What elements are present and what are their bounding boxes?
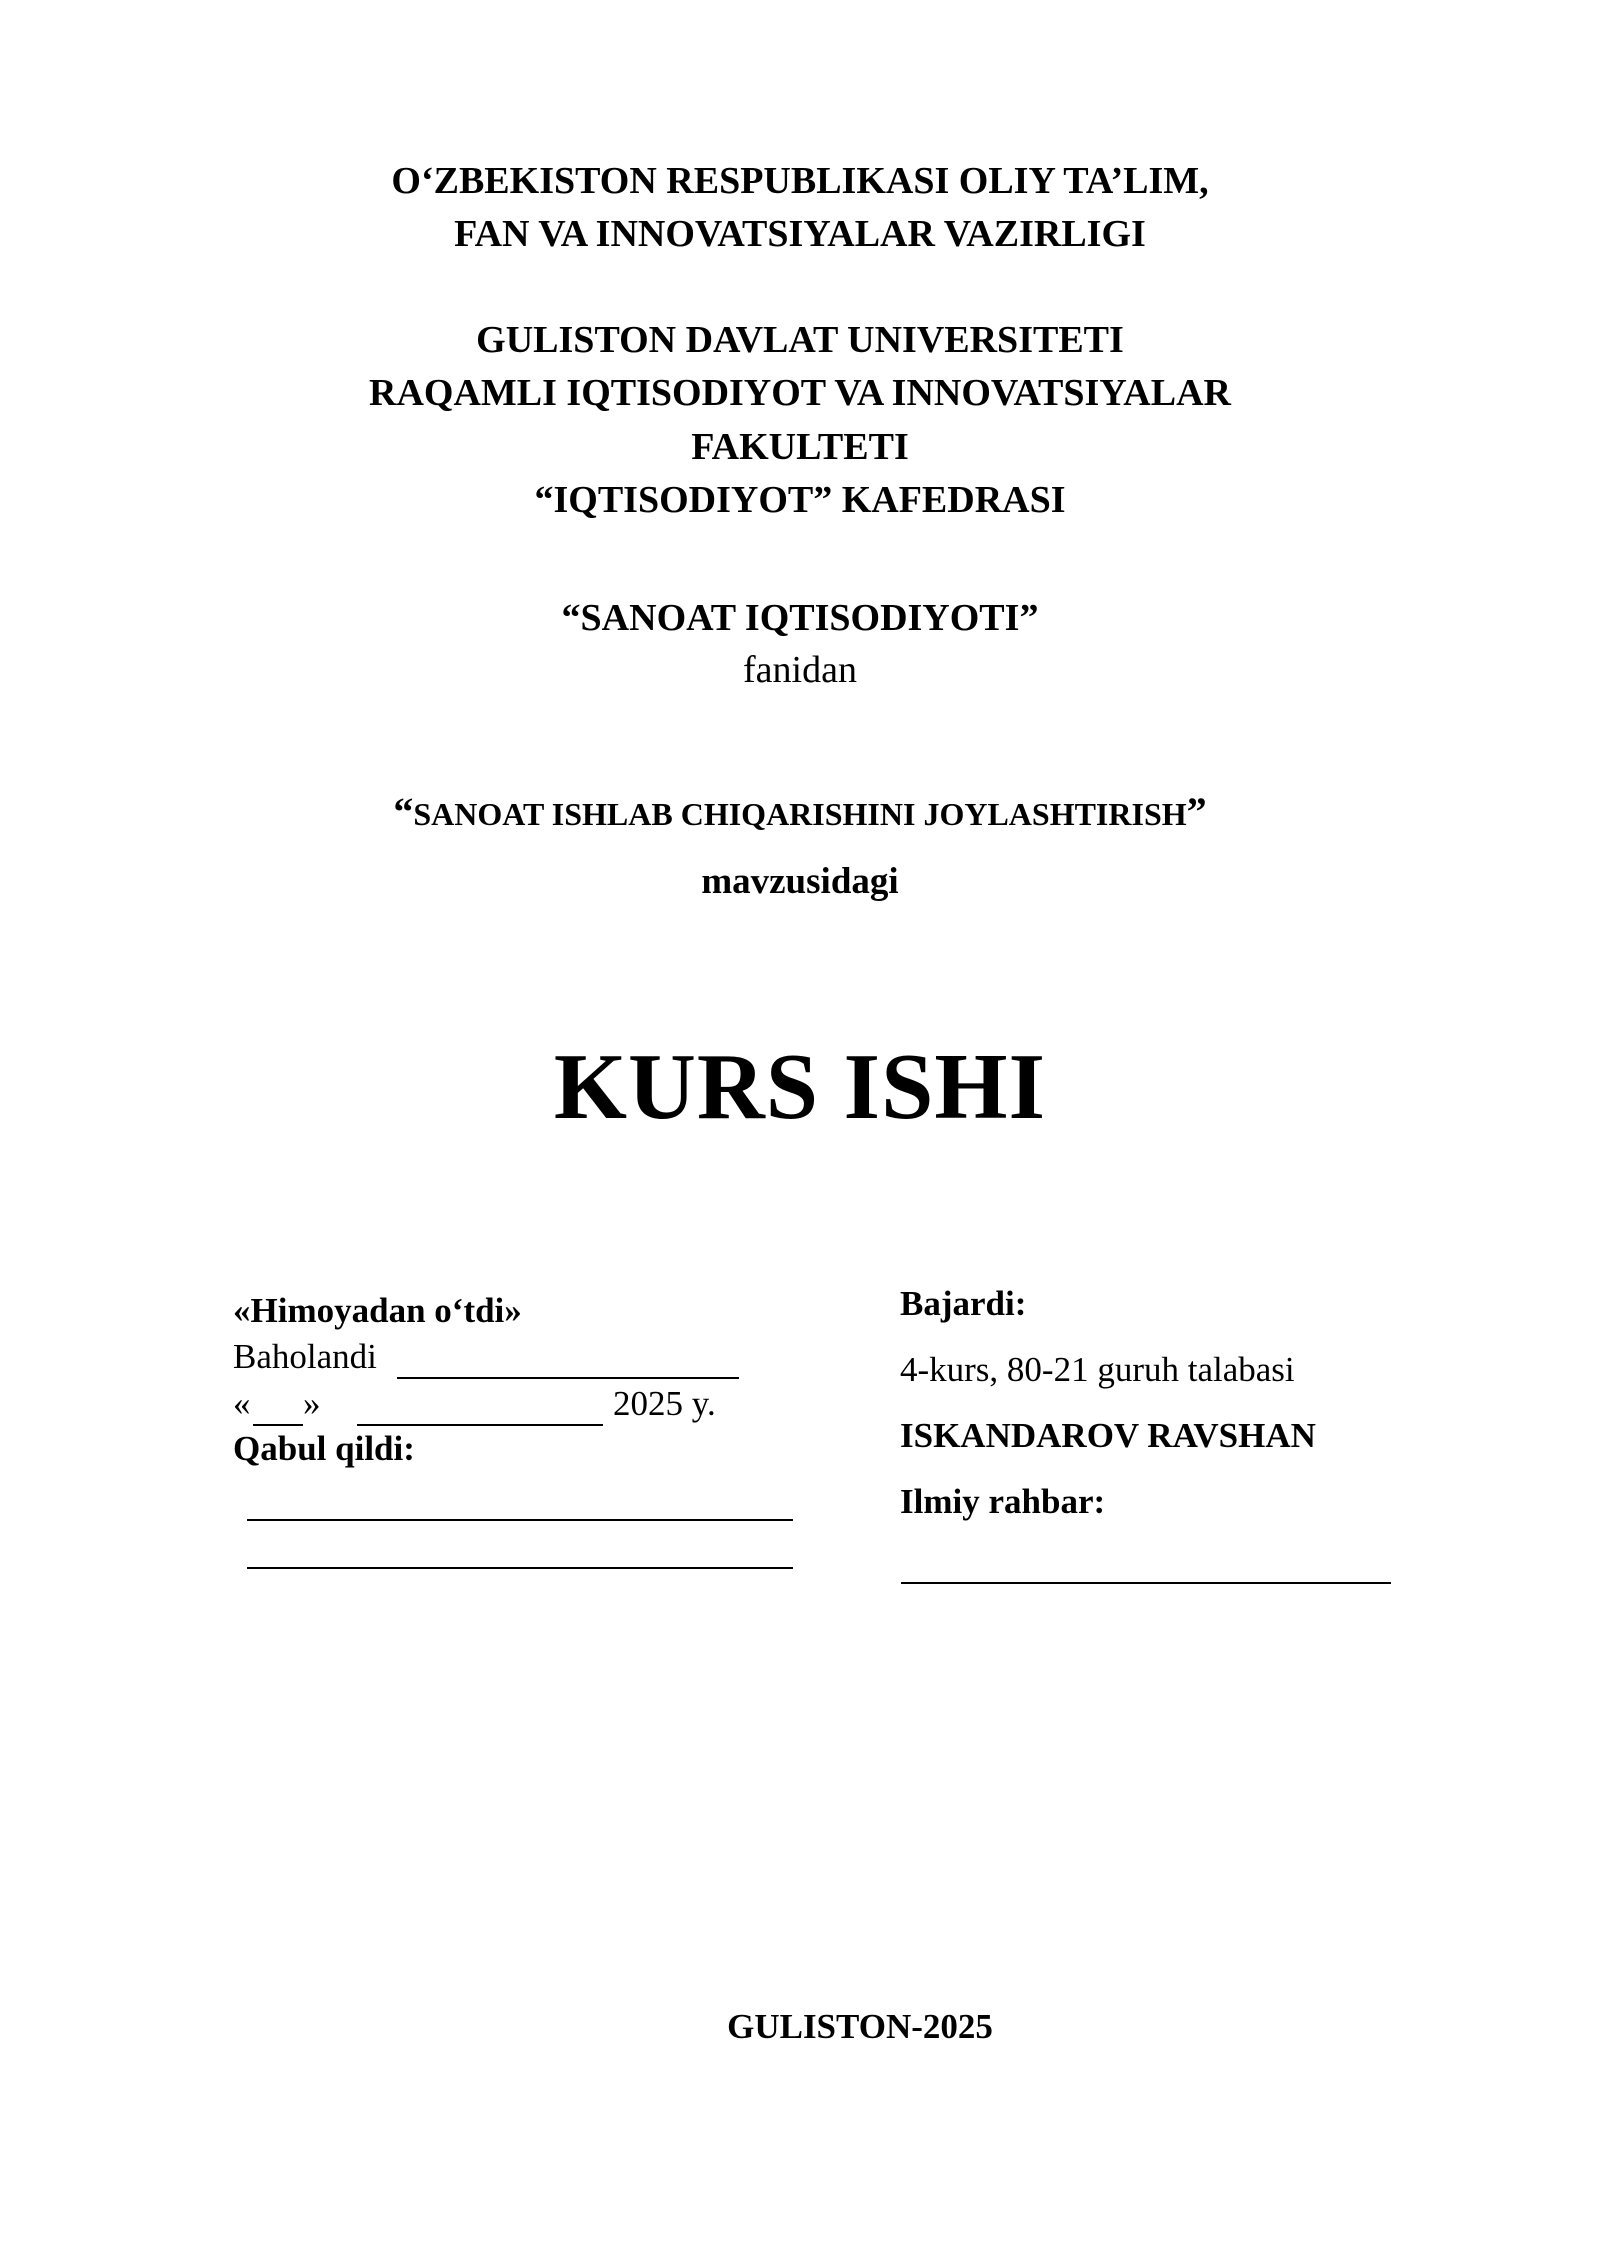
date-quote-close: » xyxy=(303,1384,321,1423)
done-label: Bajardi: xyxy=(900,1284,1027,1323)
committee-line-1 xyxy=(247,1519,793,1521)
topic-title-text: SANOAT ISHLAB CHIQARISHINI JOYLASHTIRISH xyxy=(413,796,1187,832)
date-quote-open: « xyxy=(233,1384,251,1423)
graded-label: Baholandi xyxy=(233,1337,377,1376)
student-group: 4-kurs, 80-21 guruh talabasi xyxy=(900,1350,1295,1389)
supervisor-line xyxy=(901,1582,1391,1584)
accepted-label: Qabul qildi: xyxy=(233,1429,415,1468)
date-month-line xyxy=(357,1424,603,1426)
topic-close-quote: ” xyxy=(1186,789,1207,834)
grade-line xyxy=(397,1377,739,1379)
university-name: GULISTON DAVLAT UNIVERSITETI xyxy=(476,319,1124,361)
subject-suffix: fanidan xyxy=(743,649,857,691)
faculty-line-2: FAKULTETI xyxy=(691,426,909,468)
ministry-line-2: FAN VA INNOVATSIYALAR VAZIRLIGI xyxy=(454,213,1146,255)
topic-suffix: mavzusidagi xyxy=(701,861,899,902)
department-name: “IQTISODIYOT” KAFEDRASI xyxy=(534,479,1066,521)
date-year: 2025 y. xyxy=(613,1384,716,1423)
footer-place-year: GULISTON-2025 xyxy=(727,2007,993,2046)
subject-name: “SANOAT IQTISODIYOTI” xyxy=(561,597,1039,639)
date-day-line xyxy=(253,1424,303,1426)
defense-passed-label: «Himoyadan o‘tdi» xyxy=(233,1291,522,1330)
topic-open-quote: “ xyxy=(393,789,414,834)
committee-line-2 xyxy=(247,1567,793,1569)
document-type-title: KURS ISHI xyxy=(553,1035,1047,1139)
faculty-line-1: RAQAMLI IQTISODIYOT VA INNOVATSIYALAR xyxy=(369,372,1231,414)
topic-title xyxy=(0,788,1600,835)
ministry-line-1: O‘ZBEKISTON RESPUBLIKASI OLIY TA’LIM, xyxy=(391,160,1209,202)
student-name: ISKANDAROV RAVSHAN xyxy=(900,1416,1316,1455)
supervisor-label: Ilmiy rahbar: xyxy=(900,1482,1106,1521)
